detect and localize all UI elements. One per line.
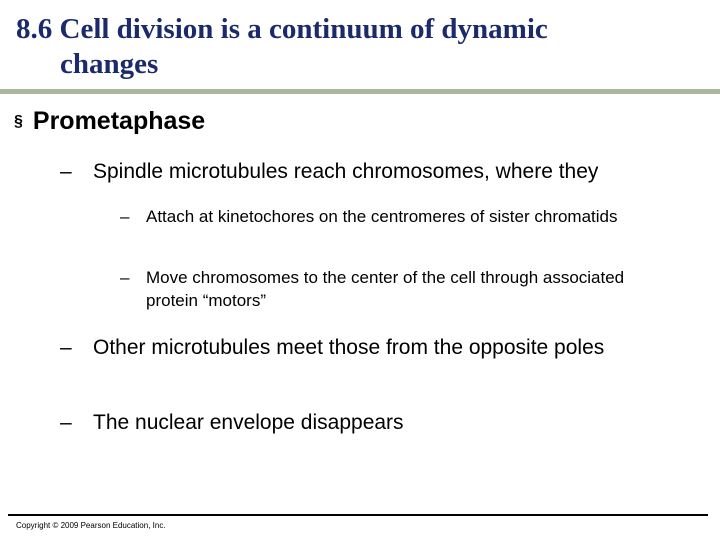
slide-title <box>16 12 706 82</box>
sub-bullet-1-text: Spindle microtubules reach chromosomes, where they <box>93 160 599 183</box>
sub-bullet-1-1-text: Attach at kinetochores on the centromeres of sister chromatids <box>146 207 618 226</box>
copyright-notice: Copyright © 2009 Pearson Education, Inc. <box>16 521 166 530</box>
dash-icon: – <box>60 336 72 359</box>
sub-bullet-1-1 <box>120 205 626 228</box>
dash-icon: – <box>120 207 130 226</box>
sub-bullet-3 <box>60 407 693 438</box>
sub-bullet-1 <box>60 156 693 187</box>
main-bullet <box>14 106 205 137</box>
sub-bullet-2-text: Other microtubules meet those from the opposite poles <box>93 336 605 359</box>
main-bullet-text: Prometaphase <box>32 107 206 135</box>
dash-icon: – <box>120 268 130 287</box>
title-line-1: 8.6 Cell division is a continuum of dynamic <box>16 13 548 45</box>
bullet-icon: § <box>14 113 23 130</box>
title-divider <box>0 89 720 94</box>
sub-bullet-1-2 <box>120 266 626 312</box>
dash-icon: – <box>60 411 72 434</box>
sub-bullet-3-text: The nuclear envelope disappears <box>93 411 404 434</box>
dash-icon: – <box>60 160 72 183</box>
footer-divider <box>8 514 708 516</box>
title-line-2: changes <box>60 48 159 80</box>
sub-bullet-1-2-text: Move chromosomes to the center of the cell through associated protein “motors” <box>146 268 625 310</box>
sub-bullet-2 <box>60 332 693 363</box>
